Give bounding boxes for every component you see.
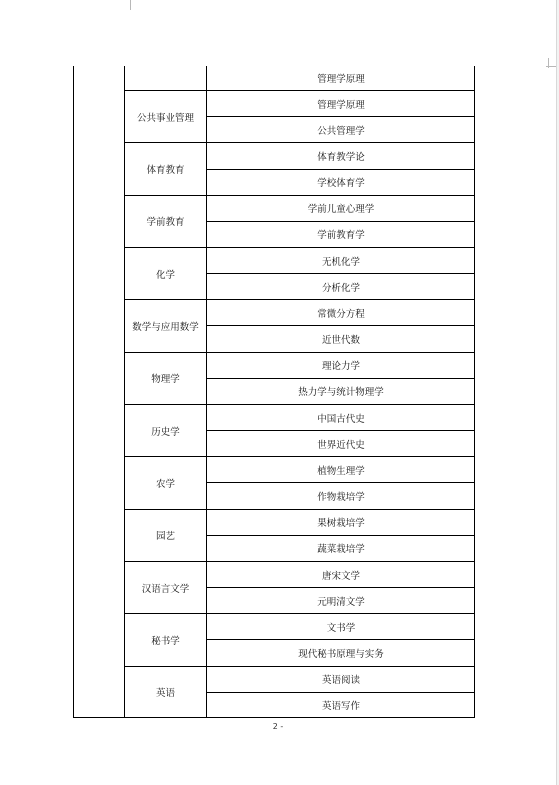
major-cell: 化学 — [125, 248, 207, 299]
course-cell: 学校体育学 — [207, 169, 475, 195]
course-cell: 无机化学 — [321, 256, 360, 268]
course-group — [207, 353, 475, 404]
major-cell: 农学 — [125, 457, 207, 508]
course-cell: 热力学与统计物理学 — [207, 378, 475, 404]
table-row — [125, 666, 475, 718]
course-group — [207, 248, 475, 299]
table-row — [125, 456, 475, 508]
course-group — [207, 300, 475, 351]
major-cell — [125, 66, 207, 90]
course-cell: 英语阅读 — [321, 675, 360, 687]
major-cell: 体育教育 — [125, 143, 207, 194]
course-cell: 公共管理学 — [207, 116, 475, 142]
course-cell: 管理学原理 — [317, 99, 365, 111]
page-number: 2 - — [272, 722, 284, 731]
course-group — [207, 457, 475, 508]
major-cell: 学前教育 — [125, 196, 207, 247]
major-cell: 历史学 — [125, 405, 207, 456]
table-row — [125, 90, 475, 142]
table-row — [125, 613, 475, 665]
course-cell: 文书学 — [326, 622, 356, 634]
course-group — [207, 91, 475, 142]
major-cell: 汉语言文学 — [125, 562, 207, 613]
course-group — [207, 562, 475, 613]
course-cell: 英语写作 — [207, 692, 475, 718]
major-cell: 数学与应用数学 — [125, 300, 207, 351]
table-row — [125, 299, 475, 351]
table-row — [125, 561, 475, 613]
course-group — [207, 196, 475, 247]
course-cell: 作物栽培学 — [207, 482, 475, 508]
course-table — [73, 66, 475, 718]
course-group — [207, 66, 475, 90]
course-cell: 元明清文学 — [207, 587, 475, 613]
course-cell: 世界近代史 — [207, 430, 475, 456]
major-cell: 英语 — [125, 667, 207, 718]
course-cell: 学前教育学 — [207, 221, 475, 247]
course-group — [207, 667, 475, 718]
crop-mark-top — [130, 0, 131, 10]
course-cell: 近世代数 — [207, 325, 475, 351]
major-cell: 园艺 — [125, 510, 207, 561]
course-group — [207, 405, 475, 456]
course-cell: 学前儿童心理学 — [307, 204, 375, 216]
course-cell: 分析化学 — [207, 273, 475, 299]
table-row — [125, 247, 475, 299]
major-cell: 秘书学 — [125, 614, 207, 665]
course-cell: 管理学原理 — [317, 74, 365, 85]
course-group — [207, 143, 475, 194]
course-cell: 体育教学论 — [317, 151, 365, 163]
course-cell: 现代秘书原理与实务 — [207, 639, 475, 665]
course-cell: 植物生理学 — [317, 465, 365, 477]
course-group — [207, 510, 475, 561]
course-cell: 蔬菜栽培学 — [207, 535, 475, 561]
course-cell: 理论力学 — [321, 361, 360, 373]
table-row — [125, 404, 475, 456]
major-cell: 物理学 — [125, 353, 207, 404]
major-cell: 公共事业管理 — [125, 91, 207, 142]
table-row — [125, 195, 475, 247]
table-left-column — [74, 66, 125, 717]
table-row-continued — [125, 66, 475, 90]
table-row — [125, 142, 475, 194]
course-cell: 唐宋文学 — [321, 570, 360, 582]
table-row — [125, 509, 475, 561]
crop-mark-right — [546, 66, 556, 67]
table-row — [125, 352, 475, 404]
course-cell: 果树栽培学 — [317, 518, 365, 530]
course-cell: 常微分方程 — [317, 308, 365, 320]
course-cell: 中国古代史 — [317, 413, 365, 425]
course-group — [207, 614, 475, 665]
